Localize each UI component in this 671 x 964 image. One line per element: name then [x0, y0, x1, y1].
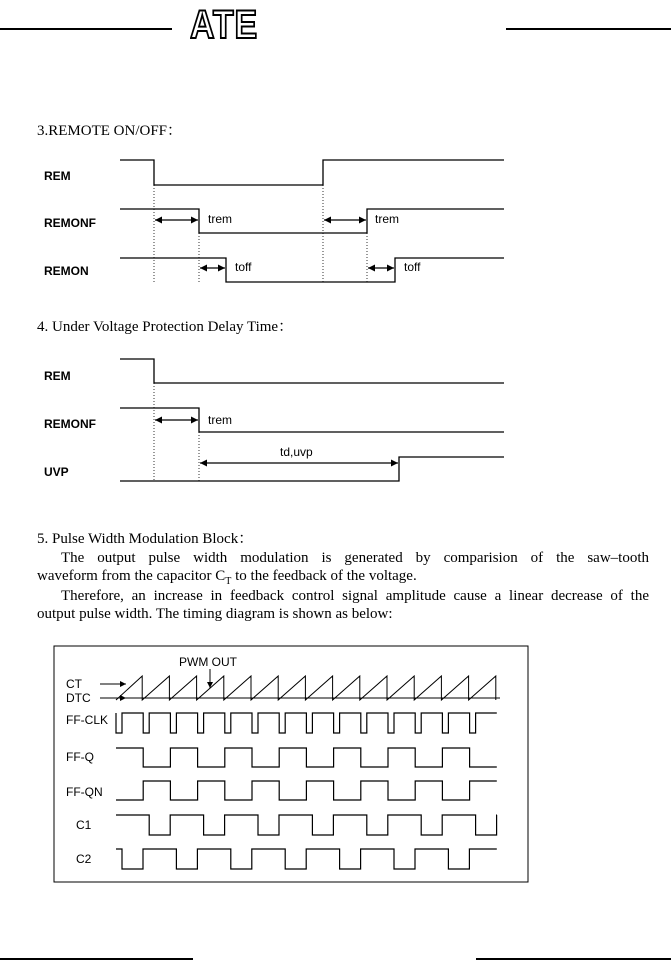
uvp-signal-uvp: UVP [44, 465, 69, 479]
pwm-timing-diagram [54, 646, 528, 882]
uvp-label-td-uvp: td,uvp [280, 445, 313, 459]
pwm-paragraph-1-line-2-end: to the feedback of the voltage. [231, 568, 417, 584]
section-uvp-heading: 4. Under Voltage Protection Delay Time： [37, 319, 294, 335]
pwm-paragraph-2-line-1: Therefore, an increase in feedback control signal amplitude cause a linear decrease of the [61, 588, 649, 604]
pwm-paragraph-2-line-2: output pulse width. The timing diagram is shown as below: [37, 606, 393, 622]
pwm-signal-c1: C1 [76, 818, 92, 832]
footer-rule-right [476, 958, 671, 960]
capacitor-subscript: T [225, 576, 232, 587]
pwm-signal-ff-q: FF-Q [66, 750, 94, 764]
uvp-label-trem: trem [208, 413, 232, 427]
pwm-paragraph-1-line-2-start: waveform from the capacitor C [37, 568, 226, 584]
remote-timing-diagram [44, 160, 504, 283]
pwm-signal-ff-qn: FF-QN [66, 785, 103, 799]
pwm-wave-c2 [116, 849, 497, 869]
pwm-paragraph-1-line-1: The output pulse width modulation is generated by comparision of the saw–tooth [61, 550, 649, 566]
remote-wave-remon [120, 258, 504, 282]
remote-label-trem-2: trem [375, 212, 399, 226]
footer-rule-left [0, 958, 193, 960]
uvp-timing-diagram [44, 359, 504, 482]
pwm-wave-ff-clk [116, 713, 497, 733]
remote-label-toff-1: toff [235, 260, 252, 274]
pwm-signal-c2: C2 [76, 852, 92, 866]
company-logo: ATE [190, 3, 259, 47]
uvp-wave-rem [120, 359, 504, 383]
uvp-signal-remonf: REMONF [44, 417, 96, 431]
pwm-wave-ff-q [116, 748, 497, 767]
pwm-wave-ct [116, 676, 496, 700]
remote-signal-rem: REM [44, 169, 71, 183]
pwm-signal-ff-clk: FF-CLK [66, 713, 108, 727]
remote-label-toff-2: toff [404, 260, 421, 274]
section-pwm-heading: 5. Pulse Width Modulation Block： [37, 531, 254, 547]
uvp-wave-uvp [120, 457, 504, 481]
remote-label-trem-1: trem [208, 212, 232, 226]
remote-signal-remon: REMON [44, 264, 89, 278]
pwm-wave-ff-qn [116, 781, 497, 800]
remote-signal-remonf: REMONF [44, 216, 96, 230]
pwm-signal-dtc: DTC [66, 691, 91, 705]
pwm-out-label: PWM OUT [179, 655, 237, 669]
pwm-diagram-frame [54, 646, 528, 882]
pwm-signal-ct: CT [66, 677, 82, 691]
uvp-signal-rem: REM [44, 369, 71, 383]
section-remote-heading: 3.REMOTE ON/OFF： [37, 123, 183, 139]
pwm-wave-c1 [116, 815, 497, 835]
remote-wave-rem [120, 160, 504, 185]
remote-wave-remonf [120, 209, 504, 233]
